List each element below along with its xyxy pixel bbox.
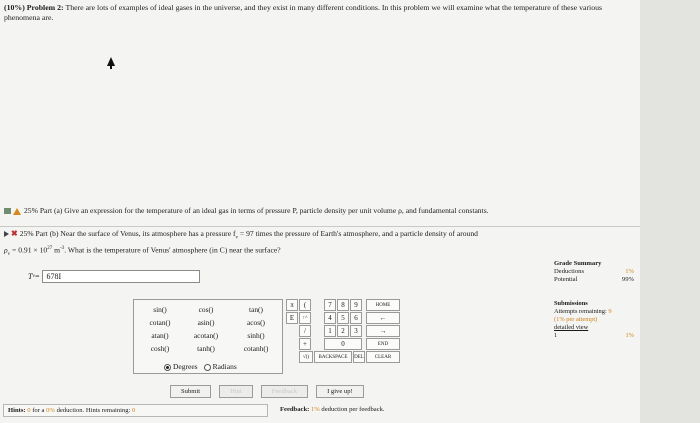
cotanh-button[interactable]: cotanh() (243, 344, 269, 353)
cotan-button[interactable]: cotan() (149, 318, 171, 327)
angle-mode (164, 362, 237, 371)
right-arrow-key[interactable]: → (366, 325, 400, 337)
key-4[interactable]: 4 (324, 312, 336, 324)
tan-button[interactable]: tan() (249, 305, 263, 314)
power-key[interactable]: ↑^ (299, 312, 311, 324)
attempts-value: 9 (608, 308, 612, 315)
hints-pct: 0% (46, 407, 55, 414)
e-key[interactable]: E (286, 312, 298, 324)
hints-bar (3, 404, 268, 417)
end-key[interactable]: END (366, 338, 400, 350)
potential-value: 99% (621, 276, 634, 283)
hints-deduction: deduction. Hints remaining: (56, 407, 131, 414)
part-b-percent: 25% Part (b) (19, 229, 59, 238)
home-key[interactable]: HOME (366, 299, 400, 311)
paren-key[interactable]: ( (299, 299, 311, 311)
feedback-label: Feedback: (280, 406, 310, 413)
key-8[interactable]: 8 (337, 299, 349, 311)
feedback-text: deduction per feedback. (321, 406, 385, 413)
part-b-sub-v: v (235, 235, 239, 241)
deductions-value: 1% (625, 268, 634, 275)
tanh-button[interactable]: tanh() (197, 344, 215, 353)
key-9[interactable]: 9 (350, 299, 362, 311)
hints-for-a: for a (32, 407, 45, 414)
feedback-button[interactable]: Feedback (261, 385, 308, 398)
detailed-view-link[interactable]: detailed view (554, 324, 589, 331)
feedback-info (280, 406, 385, 413)
incorrect-x-icon: ✖ (11, 229, 18, 238)
function-panel (133, 299, 283, 374)
hints-remaining: 0 (132, 407, 136, 414)
cosh-button[interactable]: cosh() (150, 344, 170, 353)
part-a-text: Give an expression for the temperature of an ideal gas in terms of pressure P, particle density per unit volume ρ, and fundamental constants. (64, 206, 489, 215)
problem-text: There are lots of examples of ideal gases in the universe, and they exist in many different conditions. In this problem we will examine what the temperature of these various phenomena are. (4, 3, 603, 22)
radians-label: Radians (212, 362, 237, 371)
part-status-icon (4, 208, 11, 214)
give-up-button[interactable]: I give up! (316, 385, 364, 398)
deductions-label: Deductions (554, 268, 585, 275)
divider (0, 226, 640, 227)
key-3[interactable]: 3 (350, 325, 362, 337)
key-7[interactable]: 7 (324, 299, 336, 311)
potential-label: Potential (554, 276, 578, 283)
part-b-rho-val: = 0.91 × 10 (10, 245, 48, 255)
acotan-button[interactable]: acotan() (193, 331, 219, 340)
problem-label: (10%) Problem 2: (4, 3, 64, 12)
hints-label: Hints: (8, 407, 26, 414)
key-2[interactable]: 2 (337, 325, 349, 337)
backspace-key[interactable]: BACKSPACE (314, 351, 352, 363)
answer-eq: = (34, 272, 40, 281)
left-arrow-key[interactable]: ← (366, 312, 400, 324)
part-b-line1b: = 97 times the pressure of Earth's atmosphere, and a particle density of around (238, 229, 478, 238)
grade-summary (554, 260, 634, 284)
part-a-percent: 25% Part (a) (24, 206, 63, 215)
clear-key[interactable]: CLEAR (366, 351, 400, 363)
submission-deduction: 1% (625, 332, 634, 339)
radians-option[interactable] (204, 362, 237, 371)
answer-label: T (28, 272, 33, 281)
warning-icon (13, 208, 21, 215)
right-margin (640, 0, 700, 423)
part-b (4, 229, 634, 260)
expand-arrow-icon[interactable] (4, 231, 9, 237)
part-b-rho: ρ (4, 245, 8, 255)
sqrt-key[interactable]: √() (299, 351, 313, 363)
hints-count: 0 (27, 407, 31, 414)
attempts-label: Attempts remaining: (554, 308, 607, 315)
key-5[interactable]: 5 (337, 312, 349, 324)
cos-button[interactable]: cos() (198, 305, 214, 314)
key-0[interactable]: 0 (324, 338, 362, 350)
submit-button[interactable]: Submit (170, 385, 211, 398)
part-b-line2: . What is the temperature of Venus' atmosphere (in C) near the surface? (64, 245, 281, 255)
submissions-panel (554, 300, 634, 340)
submissions-title: Submissions (554, 300, 588, 307)
radians-radio[interactable] (204, 364, 211, 371)
divide-key[interactable]: / (299, 325, 311, 337)
answer-row (28, 270, 200, 283)
atan-button[interactable]: atan() (151, 331, 169, 340)
part-b-rho-sub: v (7, 251, 11, 257)
feedback-pct: 1% (310, 406, 320, 413)
action-buttons (170, 385, 364, 398)
key-1[interactable]: 1 (324, 325, 336, 337)
acos-button[interactable]: acos() (246, 318, 266, 327)
degrees-radio[interactable] (164, 364, 171, 371)
degrees-label: Degrees (173, 362, 198, 371)
plus-key[interactable]: + (299, 338, 311, 350)
pi-key[interactable]: π (286, 299, 298, 311)
part-b-exp2: -3 (60, 245, 65, 251)
part-b-unit: m (52, 245, 61, 255)
submission-number: 1 (554, 332, 558, 339)
answer-input[interactable]: 678I (42, 270, 200, 283)
degrees-option[interactable] (164, 362, 198, 371)
per-attempt: (1% per attempt) (554, 316, 598, 323)
sin-button[interactable]: sin() (153, 305, 167, 314)
problem-statement (4, 3, 634, 23)
part-a[interactable] (4, 206, 634, 216)
hint-button[interactable]: Hint (219, 385, 253, 398)
part-b-line1: Near the surface of Venus, its atmosphere has a pressure f (60, 229, 236, 238)
del-key[interactable]: DEL (353, 351, 365, 363)
key-6[interactable]: 6 (350, 312, 362, 324)
asin-button[interactable]: asin() (197, 318, 215, 327)
mouse-cursor-icon (107, 57, 115, 66)
grade-summary-title: Grade Summary (554, 260, 602, 267)
part-b-exp1: 27 (47, 245, 53, 251)
answer-label-sub: v (32, 274, 35, 279)
sinh-button[interactable]: sinh() (247, 331, 265, 340)
